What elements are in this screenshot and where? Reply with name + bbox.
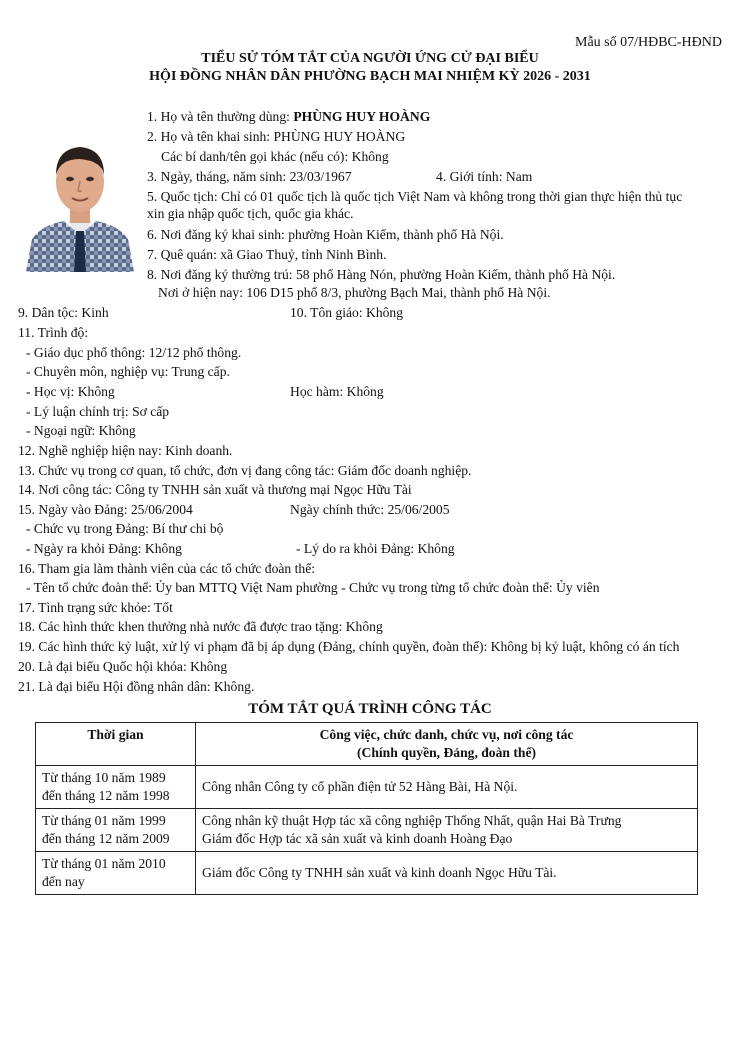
portrait-image	[18, 127, 141, 272]
field-qualifications: 11. Trình độ:	[18, 325, 89, 340]
row-time	[36, 809, 196, 852]
field-party-official-date: Ngày chính thức: 25/06/2005	[290, 502, 450, 517]
work-history-table	[35, 722, 698, 895]
field-hometown: 7. Quê quán: xã Giao Thuỷ, tỉnh Ninh Bình.	[147, 247, 387, 262]
row-time	[36, 852, 196, 895]
header-job-line2: (Chính quyền, Đảng, đoàn thể)	[356, 745, 537, 760]
table-row	[36, 809, 698, 852]
header-job-line1: Công việc, chức danh, chức vụ, nơi công tác	[319, 727, 574, 742]
row-job	[196, 852, 698, 895]
row-job	[196, 809, 698, 852]
field-common-name	[147, 108, 430, 125]
field-date-of-birth: 3. Ngày, tháng, năm sinh: 23/03/1967	[147, 169, 352, 184]
field-degree: - Học vị: Không	[26, 384, 115, 399]
field-occupation: 12. Nghề nghiệp hiện nay: Kinh doanh.	[18, 443, 233, 458]
row-job	[196, 766, 698, 809]
header-time: Thời gian	[36, 723, 196, 766]
field-foreign-language: - Ngoại ngữ: Không	[26, 423, 136, 438]
field-nationality: 5. Quốc tịch: Chỉ có 01 quốc tịch là quốc tịch Việt Nam và không trong thời gian thực hiện thủ tục	[147, 189, 683, 204]
field-political-theory: - Lý luận chính trị: Sơ cấp	[26, 404, 170, 419]
field-health: 17. Tình trạng sức khỏe: Tốt	[18, 600, 173, 615]
field-nationality-cont: xin gia nhập quốc tịch, quốc gia khác.	[147, 206, 354, 221]
field-organizations: 16. Tham gia làm thành viên của các tổ chức đoàn thể:	[18, 561, 316, 576]
row-time	[36, 766, 196, 809]
time-from: Từ tháng 01 năm 2010	[42, 856, 166, 871]
field-national-assembly: 20. Là đại biểu Quốc hội khóa: Không	[18, 659, 228, 674]
form-number: Mẫu số 07/HĐBC-HĐND	[575, 35, 722, 50]
field-religion: 10. Tôn giáo: Không	[290, 305, 404, 320]
field-general-education: - Giáo dục phổ thông: 12/12 phổ thông.	[26, 345, 242, 360]
time-from: Từ tháng 10 năm 1989	[42, 770, 166, 785]
field-label: 1. Họ và tên thường dùng:	[147, 109, 294, 124]
candidate-photo	[18, 127, 141, 272]
job-line: Giám đốc Hợp tác xã sản xuất và kinh doanh Hoàng Đạo	[202, 831, 513, 846]
time-to: đến tháng 12 năm 1998	[42, 788, 170, 803]
field-party-join-date: 15. Ngày vào Đảng: 25/06/2004	[18, 502, 193, 517]
table-row	[36, 766, 698, 809]
field-birth-name: 2. Họ và tên khai sinh: PHÙNG HUY HOÀNG	[147, 129, 406, 144]
field-party-position: - Chức vụ trong Đảng: Bí thư chi bộ	[26, 521, 224, 536]
field-academic-title: Học hàm: Không	[290, 384, 384, 399]
time-to: đến nay	[42, 874, 85, 889]
field-permanent-residence: 8. Nơi đăng ký thường trú: 58 phố Hàng Nón, phường Hoàn Kiếm, thành phố Hà Nội.	[147, 267, 616, 282]
table-header-row	[36, 723, 698, 766]
document-title-line2: HỘI ĐỒNG NHÂN DÂN PHƯỜNG BẠCH MAI NHIỆM KỲ 2026 - 2031	[149, 69, 591, 84]
field-workplace: 14. Nơi công tác: Công ty TNHH sản xuất và thương mại Ngọc Hữu Tài	[18, 482, 412, 497]
job-line: Công nhân kỹ thuật Hợp tác xã công nghiệp Thống Nhất, quận Hai Bà Trưng	[202, 813, 622, 828]
time-from: Từ tháng 01 năm 1999	[42, 813, 166, 828]
time-to: đến tháng 12 năm 2009	[42, 831, 170, 846]
field-discipline: 19. Các hình thức kỷ luật, xử lý vi phạm đã bị áp dụng (Đảng, chính quyền, đoàn thể): Không bị kỷ luật, không có án tích	[18, 639, 680, 654]
field-peoples-council: 21. Là đại biểu Hội đồng nhân dân: Không.	[18, 679, 255, 694]
document-title-line1: TIỂU SỬ TÓM TẮT CỦA NGƯỜI ỨNG CỬ ĐẠI BIỂU	[201, 51, 539, 66]
header-job	[196, 723, 698, 766]
field-position: 13. Chức vụ trong cơ quan, tổ chức, đơn vị đang công tác: Giám đốc doanh nghiệp.	[18, 463, 472, 478]
field-current-residence: Nơi ở hiện nay: 106 D15 phố 8/3, phường Bạch Mai, thành phố Hà Nội.	[158, 285, 551, 300]
field-specialty: - Chuyên môn, nghiệp vụ: Trung cấp.	[26, 364, 230, 379]
candidate-name: PHÙNG HUY HOÀNG	[293, 109, 431, 124]
field-ethnicity: 9. Dân tộc: Kinh	[18, 305, 109, 320]
field-awards: 18. Các hình thức khen thưởng nhà nước đã được trao tặng: Không	[18, 619, 383, 634]
field-aliases: Các bí danh/tên gọi khác (nếu có): Không	[161, 149, 389, 164]
field-organization-detail: - Tên tổ chức đoàn thể: Ủy ban MTTQ Việt Nam phường - Chức vụ trong từng tổ chức đoàn thể: Ủy viên	[26, 580, 600, 595]
job-line: Công nhân Công ty cổ phần điện tử 52 Hàng Bài, Hà Nội.	[202, 779, 518, 794]
field-birth-registration: 6. Nơi đăng ký khai sinh: phường Hoàn Kiếm, thành phố Hà Nội.	[147, 227, 504, 242]
field-party-leave-reason: - Lý do ra khỏi Đảng: Không	[296, 541, 455, 556]
field-party-leave-date: - Ngày ra khỏi Đảng: Không	[26, 541, 182, 556]
table-row	[36, 852, 698, 895]
field-gender: 4. Giới tính: Nam	[436, 169, 533, 184]
work-history-title: TÓM TẮT QUÁ TRÌNH CÔNG TÁC	[248, 701, 492, 717]
job-line: Giám đốc Công ty TNHH sản xuất và kinh doanh Ngọc Hữu Tài.	[202, 865, 557, 880]
